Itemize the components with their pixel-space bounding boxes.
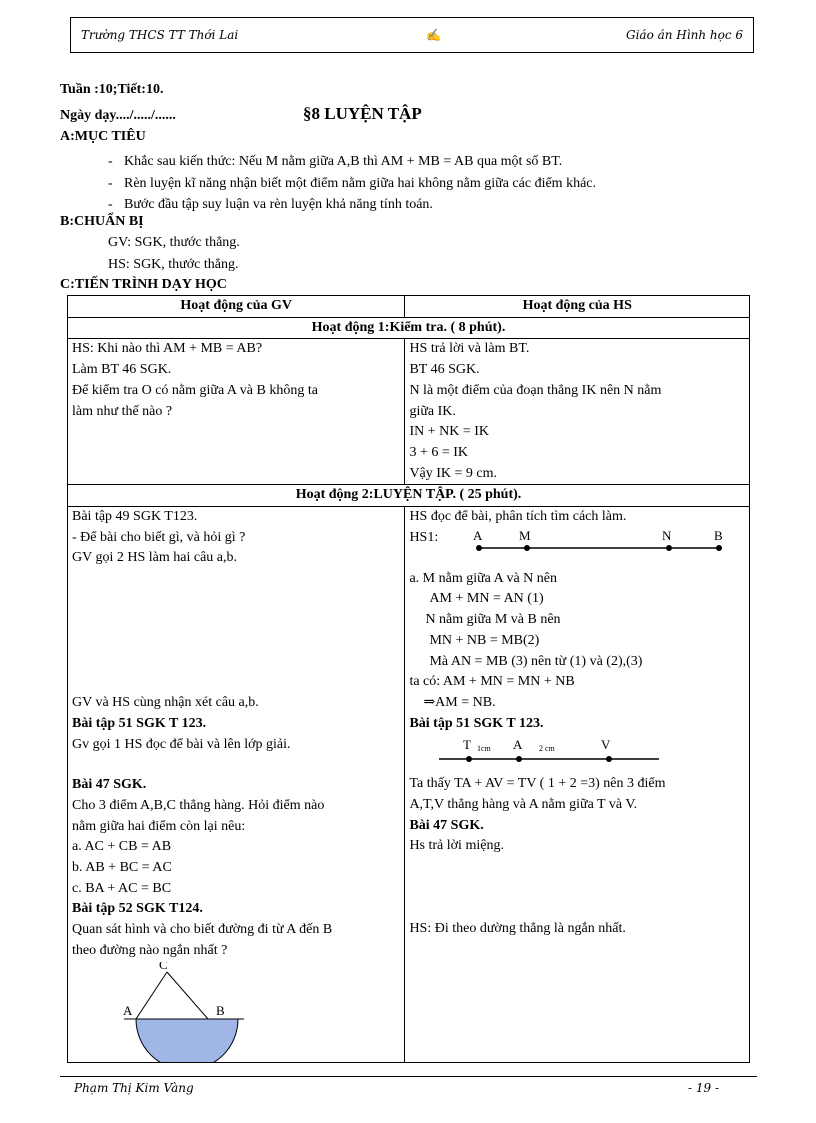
text-line: Vậy IK = 9 cm. [409, 465, 498, 481]
page-footer [60, 1076, 757, 1095]
point-a [516, 756, 522, 762]
exercise-51-title: Bài tập 51 SGK T 123. [409, 715, 544, 731]
footer-author: Phạm Thị Kim Vàng [74, 1081, 194, 1095]
text-line: Quan sát hình và cho biết đường đi từ A đến B [72, 922, 333, 938]
objective-1: - Khắc sau kiến thức: Nếu M nằm giữa A,B thì AM + MB = AB qua một số BT. [108, 151, 596, 173]
footer-page-number: - 19 - [687, 1081, 719, 1095]
exercise-47-title: Bài 47 SGK. [72, 777, 147, 793]
figure-49-row [409, 528, 745, 550]
act1-gv-cell [68, 339, 405, 485]
text-line: Làm BT 46 SGK. [72, 362, 172, 378]
header-pen-icon: ✍ [426, 28, 441, 42]
text-line: ⇒AM = NB. [423, 694, 496, 710]
text-line: N là một điểm của đoạn thẳng IK nên N nằm [409, 382, 662, 398]
text-line: a. AC + CB = AB [72, 839, 172, 855]
exercise-52-title: Bài tập 52 SGK T124. [72, 901, 203, 917]
text-line: HS: Khi nào thì AM + MB = AB? [72, 341, 263, 357]
point-a [476, 545, 482, 551]
page-header [70, 17, 754, 53]
act1-hs-cell [405, 339, 750, 485]
activity-1-title: Hoạt động 1:Kiểm tra. ( 8 phút). [68, 317, 750, 339]
text-line: Gv gọi 1 HS đọc để bài và lên lớp giải. [72, 736, 291, 752]
date-line: Ngày dạy..../...../...... [60, 108, 176, 123]
objective-3: - Bước đầu tập suy luận va rèn luyện khả năng tính toán. [108, 194, 596, 216]
label-b: B [216, 1002, 225, 1018]
text-line: GV gọi 2 HS làm hai câu a,b. [72, 550, 237, 566]
header-subject: Giáo án Hình học 6 [625, 28, 743, 42]
text-line: b. AB + BC = AC [72, 860, 172, 876]
act2-gv-cell [68, 507, 405, 1063]
label-1cm: 1cm [477, 744, 492, 754]
col-hs-header: Hoạt động của HS [405, 296, 750, 318]
text-line: AM + MN = AN (1) [429, 591, 544, 607]
text-line: IN + NK = IK [409, 424, 489, 440]
point-b [716, 545, 722, 551]
text-line: c. BA + AC = BC [72, 880, 172, 896]
point-v [606, 756, 612, 762]
text-line: Ta thấy TA + AV = TV ( 1 + 2 =3) nên 3 điểm [409, 776, 666, 792]
header-school: Trường THCS TT Thới Lai [81, 28, 239, 42]
point-t [466, 756, 472, 762]
text-line: nằm giữa hai điểm còn lại nêu: [72, 818, 246, 834]
text-line: MN + NB = MB(2) [429, 632, 540, 648]
figure-51-diagram [409, 734, 689, 774]
text-line: A,T,V thẳng hàng và A nằm giữa T và V. [409, 797, 638, 813]
section-c: C:TIẾN TRÌNH DẠY HỌC [60, 277, 227, 292]
activity-2-title: Hoạt động 2:LUYỆN TẬP. ( 25 phút). [68, 485, 750, 507]
hs1-label: HS1: [409, 529, 439, 545]
col-gv-header: Hoạt động của GV [68, 296, 405, 318]
prep-gv: GV: SGK, thước thẳng. [108, 235, 240, 250]
text-line: theo đường nào ngắn nhất ? [72, 942, 228, 958]
text-line: làm như thế nào ? [72, 403, 173, 419]
text-line: N nằm giữa M và B nên [425, 612, 561, 628]
label-b: B [714, 527, 724, 543]
exercise-51-title: Bài tập 51 SGK T 123. [72, 715, 207, 731]
text-line: a. M nằm giữa A và N nên [409, 570, 557, 586]
act2-hs-cell [405, 507, 750, 1063]
text-line: - Để bài cho biết gì, và hỏi gì ? [72, 529, 246, 545]
text-line: HS: Đi theo dường thẳng là ngắn nhất. [409, 921, 626, 937]
label-n: N [662, 527, 672, 543]
section-a: A:MỤC TIÊU [60, 129, 146, 144]
text-line: Để kiểm tra O có nằm giữa A và B không ta [72, 382, 318, 398]
point-m [524, 545, 530, 551]
text-line: ta có: AM + MN = MN + NB [409, 674, 575, 690]
week-line: Tuần :10;Tiết:10. [60, 82, 164, 97]
text-line: 3 + 6 = IK [409, 444, 469, 460]
label-a: A [513, 737, 523, 753]
objective-2: - Rèn luyện kĩ năng nhận biết một điểm nằm giữa hai không nằm giữa các điểm khác. [108, 173, 596, 195]
text-line: HS trả lời và làm BT. [409, 341, 530, 357]
cb-segment [167, 972, 208, 1019]
page-title: §8 LUYỆN TẬP [303, 104, 422, 123]
label-c: C [159, 961, 168, 972]
label-a: A [473, 527, 483, 543]
text-line: Bài tập 49 SGK T123. [72, 509, 198, 525]
figure-52-diagram [112, 962, 312, 1062]
label-v: V [601, 737, 611, 753]
text-line: GV và HS cùng nhận xét câu a,b. [72, 695, 259, 711]
label-2cm: 2 cm [539, 744, 556, 754]
label-a: A [123, 1002, 133, 1018]
semicircle-path [136, 1019, 238, 1062]
text-line: Hs trả lời miệng. [409, 838, 504, 854]
text-line: HS đọc để bài, phân tích tìm cách làm. [409, 509, 627, 525]
objectives-list [108, 151, 596, 216]
point-n [666, 545, 672, 551]
label-t: T [463, 737, 472, 753]
figure-49-diagram [459, 524, 759, 568]
text-line: Cho 3 điểm A,B,C thẳng hàng. Hỏi điểm nào [72, 797, 325, 813]
text-line: BT 46 SGK. [409, 362, 480, 378]
text-line: Mà AN = MB (3) nên từ (1) và (2),(3) [429, 653, 643, 669]
text-line: giữa IK. [409, 403, 456, 419]
exercise-47-title: Bài 47 SGK. [409, 817, 484, 833]
ac-segment [136, 972, 167, 1019]
label-m: M [519, 527, 531, 543]
prep-hs: HS: SGK, thước thẳng. [108, 257, 239, 272]
activity-table [67, 295, 750, 1063]
section-b: B:CHUẨN BỊ [60, 214, 144, 229]
